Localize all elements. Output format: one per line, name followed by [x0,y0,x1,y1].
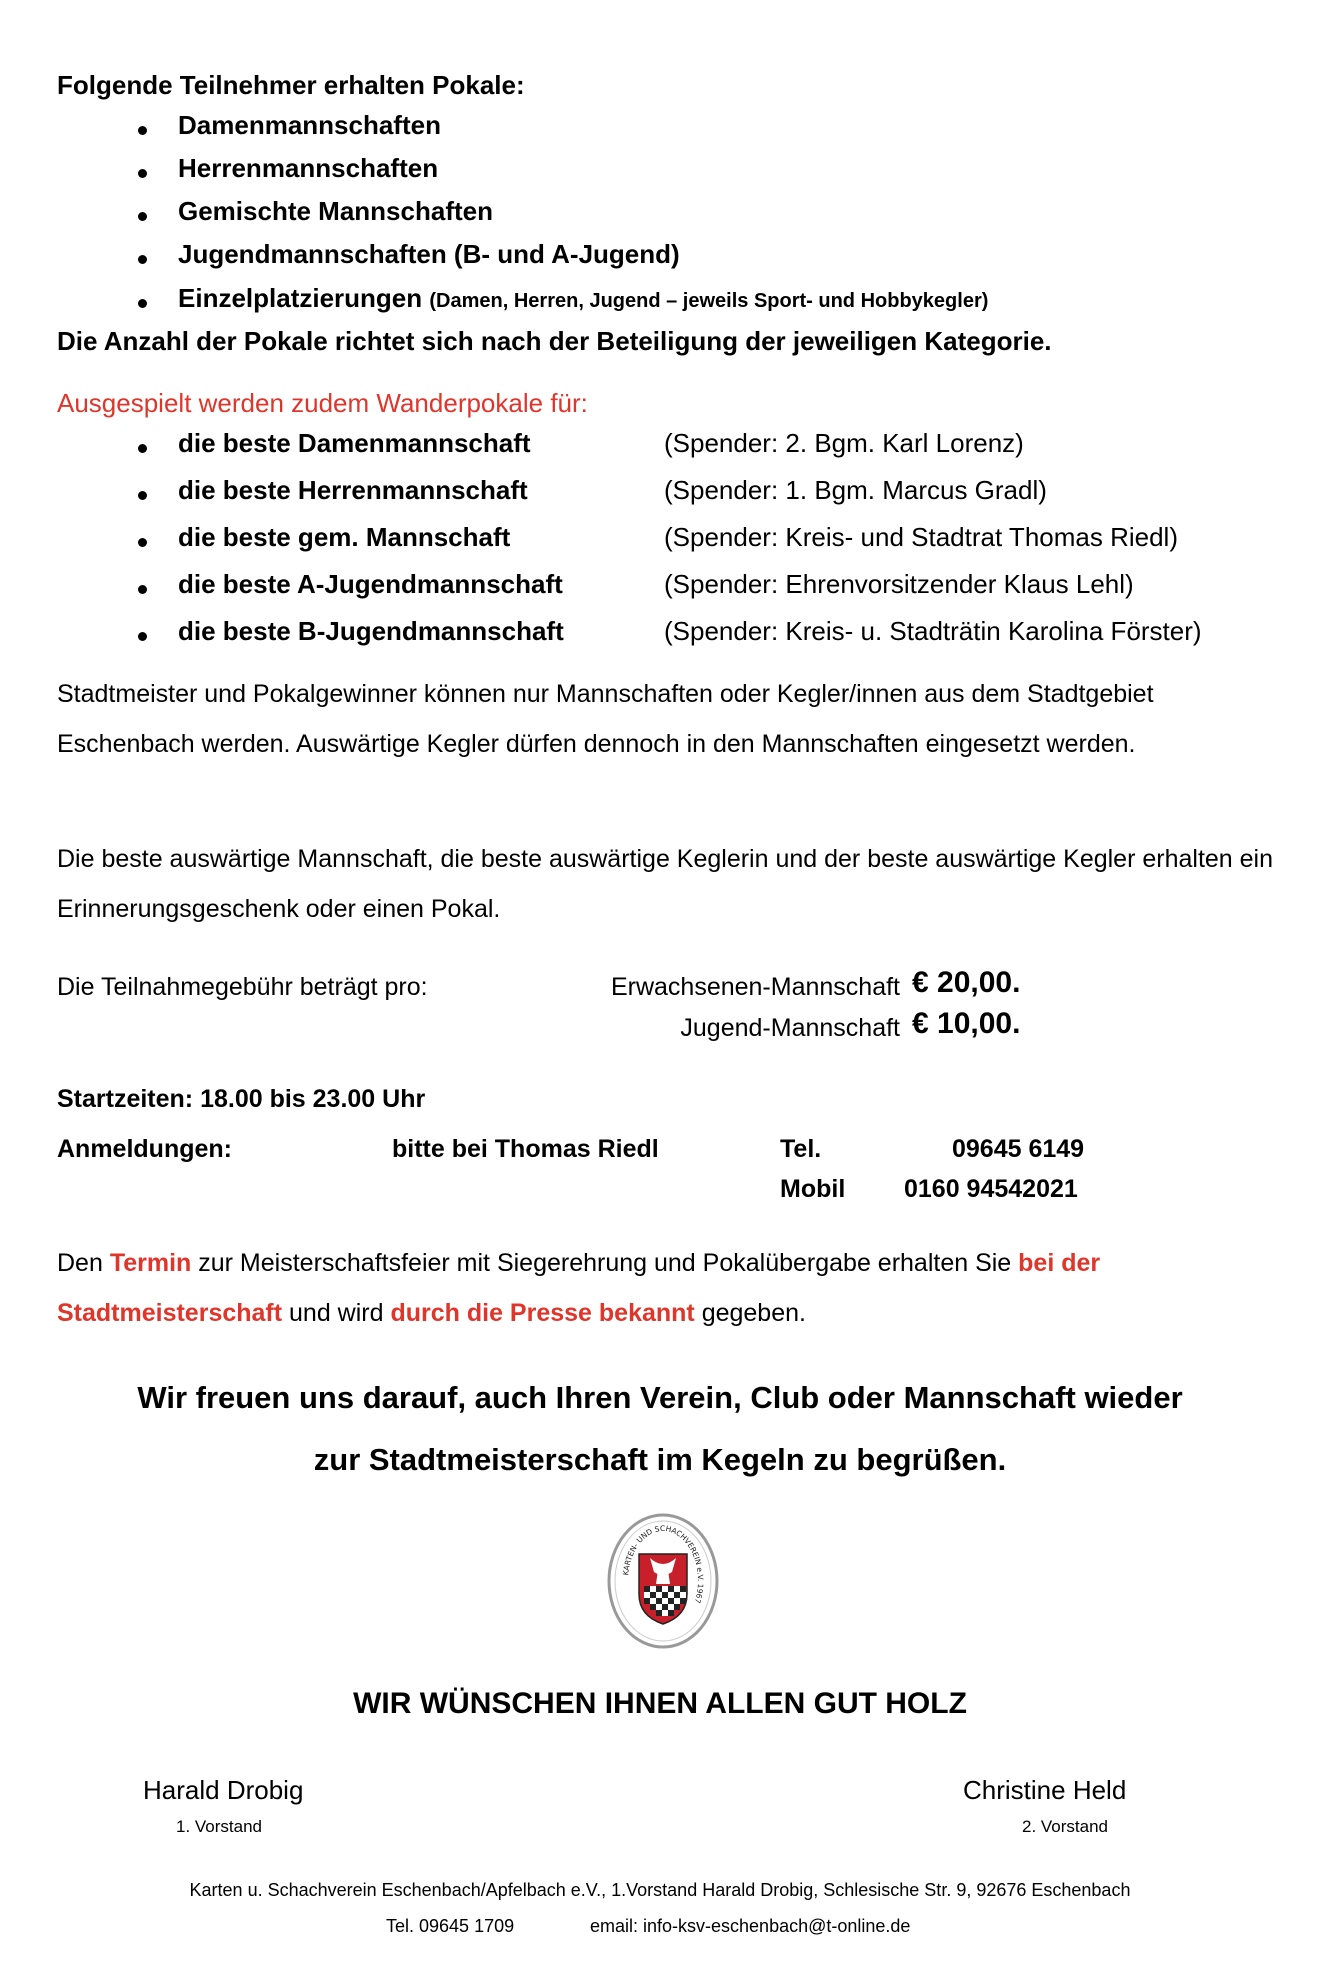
trophies-note: Die Anzahl der Pokale richtet sich nach der Beteiligung der jeweiligen Kategorie. [57,326,1052,356]
closing-line-1: Wir freuen uns darauf, auch Ihren Verein, Club oder Mannschaft wieder [137,1380,1183,1415]
club-logo-icon [606,1512,720,1650]
fee-adult-label: Erwachsenen-Mannschaft [610,973,900,1001]
trophy-item-label: Damenmannschaften [178,110,441,140]
tel-value: 09645 6149 [952,1135,1085,1163]
wanderpokal-title: die beste gem. Mannschaft [178,522,511,552]
registration-label: Anmeldungen: [57,1135,232,1163]
termin-text: und wird [282,1299,391,1327]
registration-contact: bitte bei Thomas Riedl [392,1135,659,1163]
good-wishes-heading: WIR WÜNSCHEN IHNEN ALLEN GUT HOLZ [353,1687,967,1720]
trophy-item-label: Gemischte Mannschaften [178,196,493,226]
signature-name-2: Christine Held [963,1775,1127,1805]
footer-address: Karten u. Schachverein Eschenbach/Apfelbach e.V., 1.Vorstand Harald Drobig, Schlesische Str. 9, 92676 Eschenbach [189,1880,1131,1900]
termin-text: gegeben. [694,1299,806,1327]
fee-youth-price: € 10,00. [912,1007,1021,1040]
club-logo [606,1512,720,1650]
fee-adult-price: € 20,00. [912,966,1021,999]
wanderpokal-title: die beste A-Jugendmannschaft [178,569,563,599]
bullet-icon [138,585,147,594]
wanderpokal-title: die beste Herrenmannschaft [178,475,528,505]
trophy-item-label: Jugendmannschaften (B- und A-Jugend) [178,239,680,269]
fee-label: Die Teilnahmegebühr beträgt pro: [57,973,428,1001]
wanderpokal-title: die beste B-Jugendmannschaft [178,616,564,646]
signature-role-2: 2. Vorstand [1022,1817,1109,1836]
tel-label: Tel. [780,1135,822,1163]
bullet-icon [138,632,147,641]
trophy-item-label [178,283,988,314]
closing-line-2: zur Stadtmeisterschaft im Kegeln zu begrüßen. [313,1442,1007,1477]
wanderpokal-sponsor: (Spender: Ehrenvorsitzender Klaus Lehl) [664,569,1134,599]
bullet-icon [138,212,147,221]
signature-name-1: Harald Drobig [143,1775,304,1805]
trophy-item-main: Einzelplatzierungen [178,283,423,313]
termin-highlight: bei der Stadtmeisterschaft [57,1249,1101,1327]
wanderpokale-heading: Ausgespielt werden zudem Wanderpokale für: [57,388,588,418]
termin-highlight: durch die Presse bekannt [390,1299,695,1327]
wanderpokal-title: die beste Damenmannschaft [178,428,531,458]
wanderpokal-sponsor: (Spender: 2. Bgm. Karl Lorenz) [664,428,1024,458]
termin-paragraph [57,1238,1282,1338]
bullet-icon [138,169,147,178]
termin-highlight: Termin [109,1249,192,1277]
fee-youth-label: Jugend-Mannschaft [680,1014,900,1042]
mobil-value: 0160 94542021 [904,1175,1078,1203]
trophy-item-suffix: (Damen, Herren, Jugend – jeweils Sport- und Hobbykegler) [429,290,989,312]
trophies-heading: Folgende Teilnehmer erhalten Pokale: [57,70,525,100]
signature-role-1: 1. Vorstand [176,1817,263,1836]
bullet-icon [138,299,147,308]
guest-award-paragraph: Die beste auswärtige Mannschaft, die beste auswärtige Keglerin und der beste auswärtige Kegler erhalten ein Erinnerungsgeschenk oder einen Pokal. [57,845,1274,923]
footer-email: email: info-ksv-eschenbach@t-online.de [590,1916,911,1936]
wanderpokal-sponsor: (Spender: 1. Bgm. Marcus Gradl) [664,475,1047,505]
wanderpokal-sponsor: (Spender: Kreis- u. Stadträtin Karolina Förster) [664,616,1202,646]
eligibility-paragraph: Stadtmeister und Pokalgewinner können nur Mannschaften oder Kegler/innen aus dem Stadtgebiet Eschenbach werden. Auswärtige Kegler dürfen dennoch in den Mannschaften eingesetzt werden. [57,680,1154,758]
wanderpokal-sponsor: (Spender: Kreis- und Stadtrat Thomas Riedl) [664,522,1178,552]
bullet-icon [138,126,147,135]
mobil-label: Mobil [780,1175,846,1203]
bullet-icon [138,538,147,547]
termin-text: zur Meisterschaftsfeier mit Siegerehrung und Pokalübergabe erhalten Sie [191,1249,1019,1277]
bullet-icon [138,491,147,500]
termin-text: Den [57,1249,110,1277]
footer-tel: Tel. 09645 1709 [386,1916,515,1936]
logo-ring-text: KARTEN- UND SCHACHVEREIN e.V. 1967 [621,1523,706,1605]
bullet-icon [138,255,147,264]
trophy-item-label: Herrenmannschaften [178,153,439,183]
start-times: Startzeiten: 18.00 bis 23.00 Uhr [57,1085,426,1113]
bullet-icon [138,444,147,453]
